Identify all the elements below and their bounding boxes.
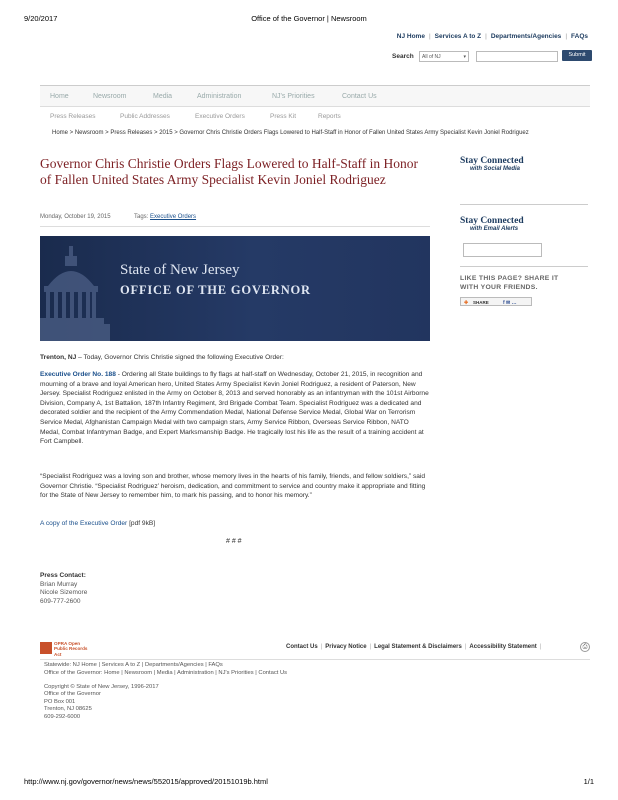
footer-legal-link[interactable]: Legal Statement & Disclaimers bbox=[374, 644, 462, 650]
social-connect[interactable] bbox=[460, 156, 590, 172]
search-submit-button[interactable]: Submit bbox=[562, 50, 592, 61]
top-nav-nj-home[interactable]: NJ Home bbox=[396, 33, 425, 40]
address-phone: 609-292-6000 bbox=[44, 713, 81, 720]
search-scope-select[interactable] bbox=[419, 51, 469, 62]
sidebar-divider bbox=[460, 266, 588, 267]
share-prompt-line: WITH YOUR FRIENDS. bbox=[460, 284, 538, 291]
opra-logo-text: OPRA Open Public Records Act bbox=[54, 641, 88, 657]
top-nav: NJ Home | Services A to Z | Departments/Agencies | FAQs bbox=[396, 33, 588, 40]
banner-line-1: State of New Jersey bbox=[120, 262, 240, 278]
share-prompt-line: LIKE THIS PAGE? SHARE IT bbox=[460, 275, 559, 282]
top-nav-faqs[interactable]: FAQs bbox=[571, 33, 588, 40]
footer-divider bbox=[40, 659, 590, 660]
eo-label: Executive Order No. 188 bbox=[40, 371, 116, 378]
footer-contact-link[interactable]: Contact Us bbox=[286, 644, 318, 650]
article-meta bbox=[40, 214, 197, 220]
sub-nav-public-addresses[interactable]: Public Addresses bbox=[120, 113, 170, 120]
press-contact-name: Nicole Sizemore bbox=[40, 589, 88, 596]
press-contact-name: Brian Murray bbox=[40, 580, 78, 588]
main-nav-newsroom[interactable]: Newsroom bbox=[93, 93, 127, 100]
social-sub: with Social Media bbox=[470, 166, 521, 172]
share-prompt bbox=[460, 274, 590, 292]
sub-nav-reports[interactable]: Reports bbox=[318, 113, 341, 120]
print-icon[interactable]: ⎙ bbox=[580, 642, 590, 652]
end-marker: # # # bbox=[226, 538, 242, 545]
email-title: Stay Connected bbox=[460, 216, 524, 226]
press-contact bbox=[40, 572, 87, 606]
email-sub: with Email Alerts bbox=[470, 226, 519, 232]
address-line: Trenton, NJ 08625 bbox=[44, 706, 92, 713]
top-nav-departments[interactable]: Departments/Agencies bbox=[490, 33, 562, 40]
article-date: Monday, October 19, 2015 bbox=[40, 214, 111, 220]
copyright-text: Copyright © State of New Jersey, 1996-2017 bbox=[44, 684, 159, 690]
footer-copyright bbox=[44, 684, 159, 721]
tags-label: Tags: bbox=[134, 214, 149, 220]
address-line: Office of the Governor bbox=[44, 691, 101, 698]
banner-line-2: OFFICE OF THE GOVERNOR bbox=[120, 283, 311, 297]
sub-nav-press-kit[interactable]: Press Kit bbox=[270, 113, 297, 120]
chevron-down-icon: ▾ bbox=[463, 54, 466, 60]
intro-paragraph bbox=[40, 353, 430, 363]
print-title: Office of the Governor | Newsroom bbox=[251, 14, 367, 23]
main-nav-administration[interactable]: Administration bbox=[197, 93, 242, 100]
search-scope-value: All of NJ bbox=[422, 54, 441, 60]
top-nav-services[interactable]: Services A to Z bbox=[434, 33, 482, 40]
governor-banner bbox=[40, 236, 430, 341]
social-title: Stay Connected bbox=[460, 156, 524, 166]
search-bar bbox=[392, 50, 592, 64]
copy-paragraph bbox=[40, 519, 430, 529]
sub-nav-executive-orders[interactable]: Executive Orders bbox=[195, 113, 245, 120]
breadcrumb[interactable]: Home > Newsroom > Press Releases > 2015 > Governor Chris Christie Orders Flags Lowered to Half-Staff in Honor of Fallen United States Army Specialist Kevin Joniel Rodriguez bbox=[52, 130, 529, 136]
share-label: SHARE bbox=[473, 300, 489, 305]
print-date: 9/20/2017 bbox=[24, 14, 58, 23]
capitol-dome-icon bbox=[40, 244, 110, 341]
opra-badge-icon bbox=[40, 642, 52, 654]
footer-privacy-link[interactable]: Privacy Notice bbox=[325, 644, 367, 650]
sub-nav bbox=[40, 110, 590, 124]
print-url: http://www.nj.gov/governor/news/news/552015/approved/20151019b.html bbox=[24, 777, 268, 786]
address-line: PO Box 001 bbox=[44, 698, 76, 705]
copy-size: [pdf 9kB] bbox=[127, 520, 156, 527]
email-input[interactable] bbox=[463, 243, 542, 257]
footer-accessibility-link[interactable]: Accessibility Statement bbox=[469, 644, 537, 650]
intro-text: – Today, Governor Chris Christie signed the following Executive Order: bbox=[76, 354, 284, 361]
print-page-number: 1/1 bbox=[583, 777, 594, 786]
divider bbox=[40, 226, 430, 227]
sidebar-divider bbox=[460, 204, 588, 205]
social-icons: f ✉ … bbox=[503, 299, 517, 306]
press-contact-phone: 609-777-2600 bbox=[40, 597, 81, 605]
search-label: Search bbox=[392, 53, 414, 60]
footer-statewide-links[interactable]: Statewide: NJ Home | Services A to Z | Departments/Agencies | FAQs bbox=[44, 662, 223, 668]
share-button[interactable] bbox=[460, 297, 532, 306]
tag-link[interactable]: Executive Orders bbox=[150, 214, 197, 220]
dateline: Trenton, NJ bbox=[40, 354, 77, 361]
main-nav-priorities[interactable]: NJ's Priorities bbox=[272, 93, 315, 100]
quote-paragraph: “Specialist Rodriguez was a loving son and brother, whose memory lives in the hearts of his family, friends, and fellow soldiers,” said Governor Christie. “Specialist Rodriguez’ heroism, dedication, and commitment to service and country make it appropriate and fitting for the State of New Jersey to remember him, to mark his passing, and to honor his memory.” bbox=[40, 473, 426, 500]
main-nav-media[interactable]: Media bbox=[153, 93, 173, 100]
search-input[interactable] bbox=[476, 51, 558, 62]
share-icon: ✚ bbox=[464, 299, 469, 306]
sub-nav-press-releases[interactable]: Press Releases bbox=[50, 113, 96, 120]
email-connect bbox=[460, 216, 590, 232]
main-nav-home[interactable]: Home bbox=[50, 93, 69, 100]
eo-text: - Ordering all State buildings to fly flags at half-staff on Wednesday, October 21, 2015, in recognition and mourning of a brave and loyal American hero, United States Army Specialist Kevin Joniel Rodriguez, a resident of Paterson, New Jersey. Specialist Rodriguez enlisted in the Army on October 8, 2013 and served honorably as an infantryman with the 101st Airborne Division, Company A, 1st Battalion, 187th Infantry Regiment, 3rd Brigade Combat Team. Specialist Rodriguez was a dedicated and decorated soldier and the recipient of the Army Commendation Medal, National Defense Service Medal, Global War on Terrorism Service Medal, Afghanistan Campaign Medal with two campaign stars, Army Service Ribbon, Overseas Service Ribbon, NATO Medal, Combat Infantryman Badge, and Expert Marksmanship Badge. He tragically lost his life as the result of a training accident at Fort Campbell. bbox=[40, 371, 429, 446]
footer-links: Contact Us | Privacy Notice | Legal Statement & Disclaimers | Accessibility Statement | bbox=[286, 644, 542, 650]
page-title: Governor Chris Christie Orders Flags Lowered to Half-Staff in Honor of Fallen United States Army Specialist Kevin Joniel Rodriguez bbox=[40, 156, 419, 187]
press-contact-label: Press Contact: bbox=[40, 572, 86, 579]
main-nav bbox=[40, 85, 590, 107]
executive-order-link[interactable]: A copy of the Executive Order bbox=[40, 520, 128, 527]
main-nav-contact[interactable]: Contact Us bbox=[342, 93, 377, 100]
print-footer bbox=[24, 777, 594, 786]
opra-logo[interactable] bbox=[40, 640, 88, 657]
footer-office-links[interactable]: Office of the Governor: Home | Newsroom | Media | Administration | NJ's Priorities | Contact Us bbox=[44, 670, 288, 676]
executive-order-paragraph bbox=[40, 370, 430, 447]
